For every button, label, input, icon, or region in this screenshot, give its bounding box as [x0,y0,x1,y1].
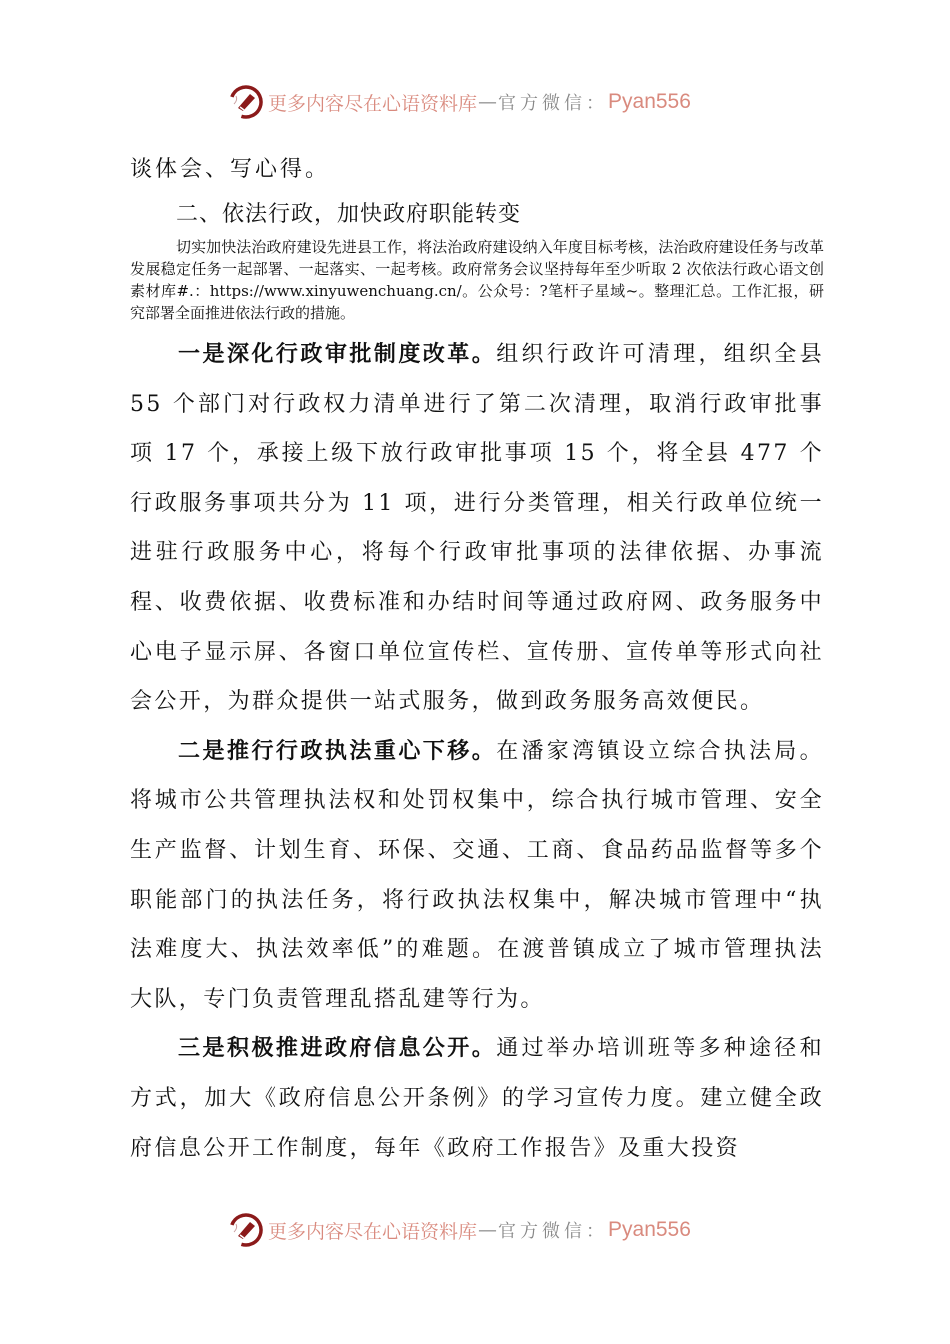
pen-nib-logo-icon [228,1212,264,1248]
pen-nib-logo-icon [228,84,264,120]
banner-dash: — [478,91,498,113]
footer-banner [228,1210,728,1250]
intro-paragraph: 切实加快法治政府建设先进县工作，将法治政府建设纳入年度目标考核，法治政府建设任务与改革发展稳定任务一起部署、一起落实、一起考核。政府常务会议坚持每年至少听取 2 次依法行政心语文创素材库#.：https://www.xinyuwenchuang.cn/。公众号：?笔杆子星域~。整理汇总。工作汇报，研究部署全面推进依法行政的措施。 [130,238,824,322]
paragraph-1-lead: 一是深化行政审批制度改革。 [178,341,497,367]
paragraph-2-lead: 二是推行行政执法重心下移。 [178,737,497,764]
paragraph-1-body: 组织行政许可清理，组织全县 55 个部门对行政权力清单进行了第二次清理，取消行政审批事项 17 个，承接上级下放行政审批事项 15 个，将全县 477 个行政服务事项共分为 11 项，进行分类管理，相关行政单位统一进驻行政服务中心，将每个行政审批事项的法律依据、办事流程、收费依据、收费标准和办结时间等通过政府网、政务服务中心电子显示屏、各窗口单位宣传栏、宣传册、宣传单等形式向社会公开，为群众提供一站式服务，做到政务服务高效便民。 [130,342,824,715]
banner-wechat-id: Pyan556 [608,90,691,113]
paragraph-3-body: 通过举办培训班等多种途径和方式，加大《政府信息公开条例》的学习宣传力度。建立健全政府信息公开工作制度，每年《政府工作报告》及重大投资 [130,1036,824,1161]
banner-main-text: 更多内容尽在心语资料库 [268,1220,478,1243]
banner-dash: — [478,1219,498,1241]
paragraph-3-lead: 三是积极推进政府信息公开。 [178,1035,497,1062]
document-body [130,150,824,1200]
carry-over-line: 谈体会、写心得。 [130,157,331,182]
section-heading: 二、依法行政，加快政府职能转变 [176,202,522,227]
paragraph-2 [130,727,824,1025]
header-banner [228,82,728,122]
paragraph-1 [130,330,824,727]
banner-wechat-id: Pyan556 [608,1218,691,1241]
banner-wechat-label: 官方微信： [498,1221,609,1242]
paragraph-2-body: 在潘家湾镇设立综合执法局。将城市公共管理执法权和处罚权集中，综合执行城市管理、安全生产监督、计划生育、环保、交通、工商、食品药品监督等多个职能部门的执法任务，将行政执法权集中，解决城市管理中“执法难度大、执法效率低”的难题。在渡普镇成立了城市管理执法大队，专门负责管理乱搭乱建等行为。 [130,738,824,1012]
paragraph-3 [130,1024,824,1173]
banner-main-text: 更多内容尽在心语资料库 [268,92,478,115]
banner-wechat-label: 官方微信： [498,93,609,114]
